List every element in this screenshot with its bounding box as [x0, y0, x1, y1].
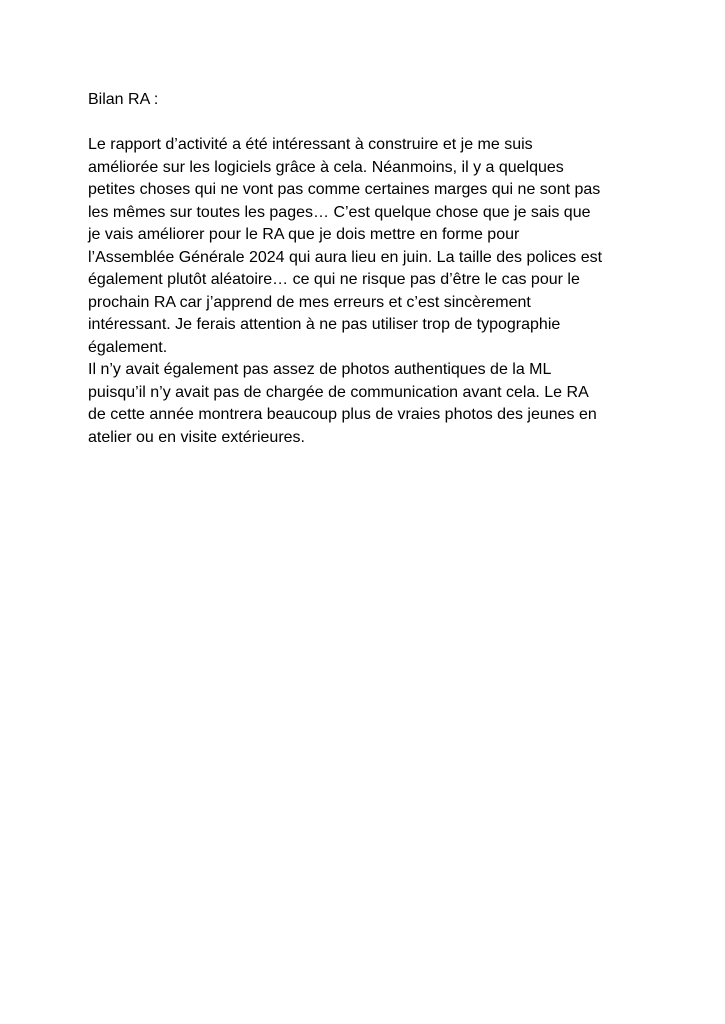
paragraph-1-line: prochain RA car j’apprend de mes erreurs et c’est sincèrement [88, 293, 531, 311]
paragraph-1-line: les mêmes sur toutes les pages… C’est quelque chose que je sais que [88, 203, 591, 221]
paragraph-1 [88, 134, 648, 359]
blank-line [88, 112, 648, 135]
paragraph-2-line: atelier ou en visite extérieures. [88, 428, 305, 446]
paragraph-1-line: intéressant. Je ferais attention à ne pas utiliser trop de typographie [88, 316, 561, 333]
paragraph-1-line: l’Assemblée Générale 2024 qui aura lieu en juin. La taille des polices est [88, 248, 603, 266]
document-title: Bilan RA : [88, 91, 159, 108]
paragraph-2-line: de cette année montrera beaucoup plus de vraies photos des jeunes en [88, 406, 597, 423]
paragraph-1-line: Le rapport d’activité a été intéressant à construire et je me suis [88, 136, 533, 153]
paragraph-1-line: également. [88, 338, 168, 356]
document-body [88, 89, 648, 449]
paragraph-2-line: Il n’y avait également pas assez de photos authentiques de la ML [88, 361, 552, 378]
paragraph-1-line: je vais améliorer pour le RA que je dois mettre en forme pour [88, 226, 520, 243]
paragraph-2-line: puisqu’il n’y avait pas de chargée de communication avant cela. Le RA [88, 383, 589, 401]
paragraph-1-line: améliorée sur les logiciels grâce à cela. Néanmoins, il y a quelques [88, 158, 564, 176]
paragraph-2 [88, 359, 648, 449]
paragraph-1-line: également plutôt aléatoire… ce qui ne risque pas d’être le cas pour le [88, 271, 580, 288]
paragraph-1-line: petites choses qui ne vont pas comme certaines marges qui ne sont pas [88, 181, 601, 198]
